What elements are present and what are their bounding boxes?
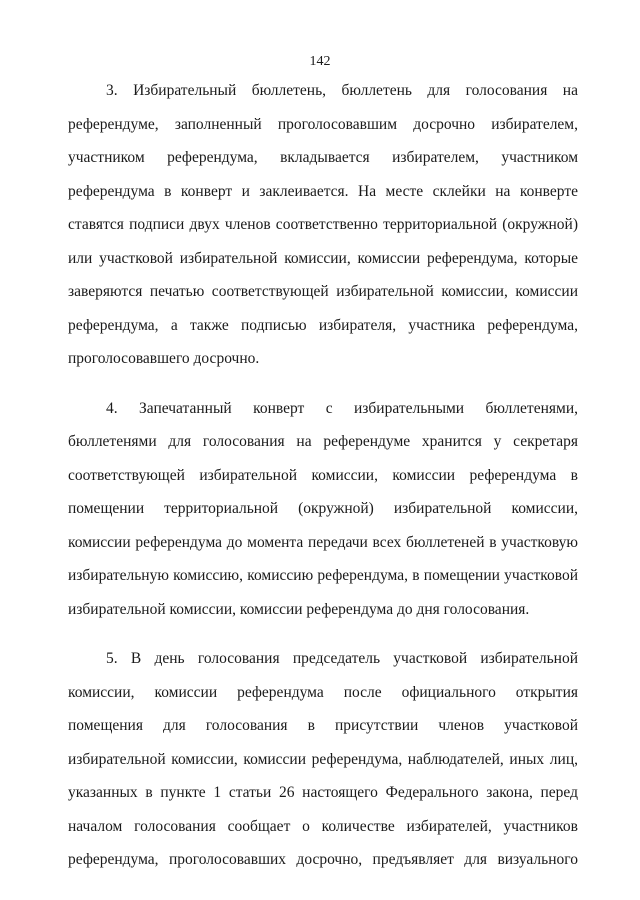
text-line: референдуме, заполненный проголосовавшим досрочно избирателем, <box>68 115 578 133</box>
paragraph-3 <box>68 74 578 376</box>
text-line: комиссии референдума до момента передачи всех бюллетеней в участковую <box>68 533 578 551</box>
document-body <box>68 74 578 877</box>
text-line: ставятся подписи двух членов соответственно территориальной (окружной) <box>68 216 578 233</box>
text-line: избирательную комиссию, комиссию референдума, в помещении участковой <box>68 567 578 584</box>
text-line: избирательной комиссии, комиссии референдума до дня голосования. <box>68 600 530 618</box>
text-line: или участковой избирательной комиссии, комиссии референдума, которые <box>68 249 578 267</box>
paragraph-4 <box>68 392 578 627</box>
text-line: указанных в пункте 1 статьи 26 настоящего Федерального закона, перед <box>68 784 578 801</box>
text-line: 3. Избирательный бюллетень, бюллетень для голосования на <box>106 82 578 99</box>
page-number: 142 <box>309 54 331 69</box>
text-line: референдума, а также подписью избирателя, участника референдума, <box>68 316 578 334</box>
text-line: бюллетенями для голосования на референдуме хранится у секретаря <box>68 433 578 450</box>
text-line: референдума, проголосовавших досрочно, предъявляет для визуального <box>68 851 578 868</box>
text-line: 4. Запечатанный конверт с избирательными бюллетенями, <box>106 399 578 417</box>
text-line: комиссии, комиссии референдума после официального открытия <box>68 683 578 701</box>
text-line: помещения для голосования в присутствии членов участковой <box>68 717 578 734</box>
paragraph-5 <box>68 642 578 877</box>
text-line: помещении территориальной (окружной) избирательной комиссии, <box>68 500 578 517</box>
text-line: 5. В день голосования председатель участковой избирательной <box>106 650 578 667</box>
text-line: участником референдума, вкладывается избирателем, участником <box>68 149 578 166</box>
text-line: избирательной комиссии, комиссии референдума, наблюдателей, иных лиц, <box>68 750 578 768</box>
text-line: соответствующей избирательной комиссии, комиссии референдума в <box>68 466 578 484</box>
text-line: началом голосования сообщает о количестве избирателей, участников <box>68 817 578 835</box>
text-line: заверяются печатью соответствующей избирательной комиссии, комиссии <box>68 283 578 300</box>
text-line: проголосовавшего досрочно. <box>68 350 260 367</box>
text-line: референдума в конверт и заклеивается. На месте склейки на конверте <box>68 182 578 200</box>
